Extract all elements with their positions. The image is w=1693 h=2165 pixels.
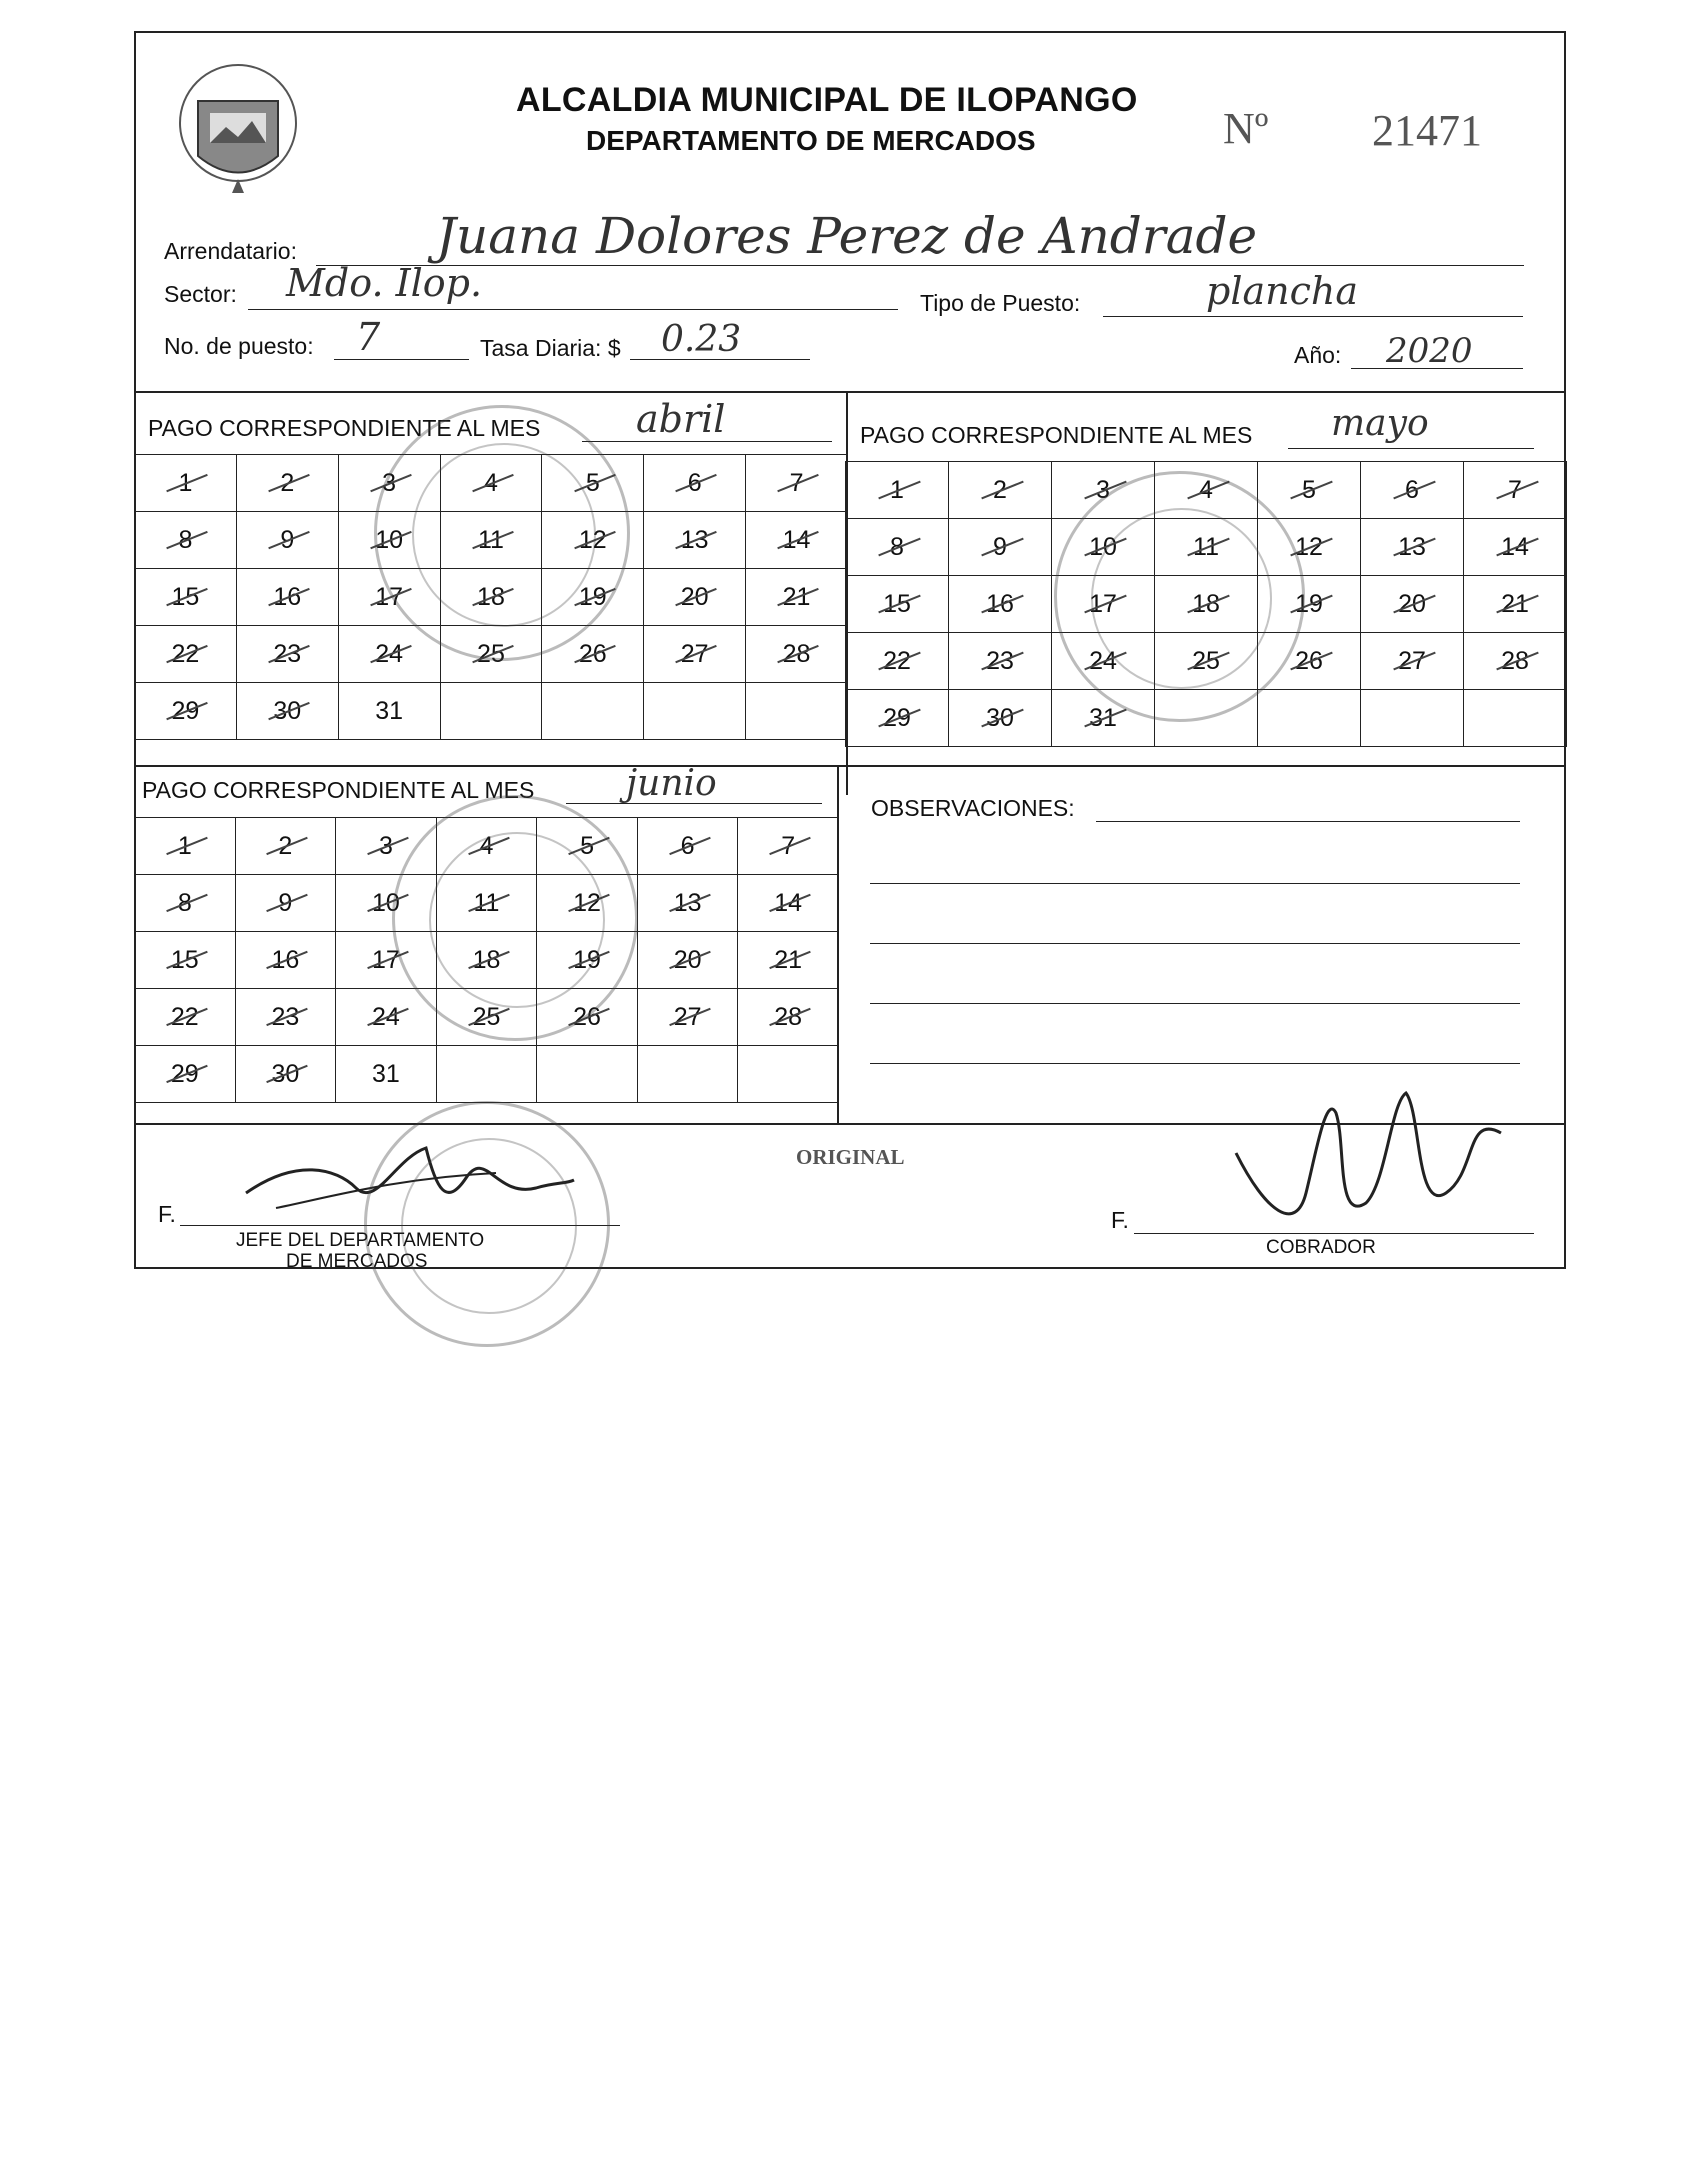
observaciones-line bbox=[870, 1003, 1520, 1004]
may-day: 6 bbox=[1361, 462, 1464, 519]
may-day-empty bbox=[1464, 690, 1567, 747]
may-day: 24 bbox=[1052, 633, 1155, 690]
june-day: 21 bbox=[738, 932, 839, 989]
jefe-f-label: F. bbox=[158, 1201, 176, 1227]
april-day: 17 bbox=[338, 569, 440, 626]
divider-top bbox=[136, 391, 1566, 393]
may-day: 22 bbox=[846, 633, 949, 690]
may-day: 30 bbox=[949, 690, 1052, 747]
anio-label: Año: bbox=[1294, 342, 1342, 368]
april-day-empty bbox=[542, 683, 644, 740]
sector-value: Mdo. Ilop. bbox=[286, 261, 483, 305]
june-header-label: PAGO CORRESPONDIENTE AL MES bbox=[142, 777, 535, 803]
april-day: 29 bbox=[135, 683, 237, 740]
jefe-title-line1: JEFE DEL DEPARTAMENTO bbox=[236, 1230, 485, 1251]
april-day: 21 bbox=[746, 569, 848, 626]
april-day: 19 bbox=[542, 569, 644, 626]
divider-june-observaciones bbox=[837, 765, 839, 1123]
number-label: Nº bbox=[1223, 104, 1269, 153]
page-title: ALCALDIA MUNICIPAL DE ILOPANGO bbox=[516, 81, 1138, 119]
june-day: 31 bbox=[336, 1046, 437, 1103]
june-day: 13 bbox=[637, 875, 738, 932]
april-day: 12 bbox=[542, 512, 644, 569]
april-day: 22 bbox=[135, 626, 237, 683]
april-days-grid bbox=[134, 454, 848, 740]
divider-lower bbox=[136, 765, 1566, 767]
tasa-label: Tasa Diaria: $ bbox=[480, 335, 621, 361]
may-month-line bbox=[1288, 448, 1534, 449]
april-day: 26 bbox=[542, 626, 644, 683]
april-day: 31 bbox=[338, 683, 440, 740]
may-day: 25 bbox=[1155, 633, 1258, 690]
may-day: 16 bbox=[949, 576, 1052, 633]
may-day: 4 bbox=[1155, 462, 1258, 519]
june-day: 19 bbox=[537, 932, 638, 989]
puesto-line bbox=[334, 359, 469, 360]
april-day: 1 bbox=[135, 455, 237, 512]
april-day: 15 bbox=[135, 569, 237, 626]
may-day: 23 bbox=[949, 633, 1052, 690]
april-day: 14 bbox=[746, 512, 848, 569]
may-day: 26 bbox=[1258, 633, 1361, 690]
observaciones-line bbox=[870, 943, 1520, 944]
april-month-line bbox=[582, 441, 832, 442]
municipal-seal-logo bbox=[176, 61, 301, 196]
june-day: 2 bbox=[235, 818, 336, 875]
june-day: 7 bbox=[738, 818, 839, 875]
observaciones-label: OBSERVACIONES: bbox=[871, 795, 1075, 821]
jefe-signature bbox=[236, 1118, 576, 1238]
arrendatario-value: Juana Dolores Perez de Andrade bbox=[436, 207, 1258, 265]
june-day-empty bbox=[738, 1046, 839, 1103]
april-day: 7 bbox=[746, 455, 848, 512]
may-day: 15 bbox=[846, 576, 949, 633]
may-day: 13 bbox=[1361, 519, 1464, 576]
april-day: 20 bbox=[644, 569, 746, 626]
may-day: 1 bbox=[846, 462, 949, 519]
may-day: 9 bbox=[949, 519, 1052, 576]
may-day: 3 bbox=[1052, 462, 1155, 519]
june-day: 23 bbox=[235, 989, 336, 1046]
may-day: 19 bbox=[1258, 576, 1361, 633]
june-day: 1 bbox=[135, 818, 236, 875]
june-day: 18 bbox=[436, 932, 537, 989]
june-day: 9 bbox=[235, 875, 336, 932]
may-day: 20 bbox=[1361, 576, 1464, 633]
april-day: 16 bbox=[236, 569, 338, 626]
april-day-empty bbox=[644, 683, 746, 740]
june-day: 20 bbox=[637, 932, 738, 989]
june-day-empty bbox=[637, 1046, 738, 1103]
arrendatario-label: Arrendatario: bbox=[164, 238, 297, 264]
april-day-empty bbox=[746, 683, 848, 740]
june-day-empty bbox=[436, 1046, 537, 1103]
market-payment-form bbox=[134, 31, 1566, 1272]
may-day: 10 bbox=[1052, 519, 1155, 576]
june-day: 15 bbox=[135, 932, 236, 989]
june-day: 25 bbox=[436, 989, 537, 1046]
june-day: 30 bbox=[235, 1046, 336, 1103]
june-days-grid bbox=[134, 817, 839, 1103]
may-day: 18 bbox=[1155, 576, 1258, 633]
may-day: 5 bbox=[1258, 462, 1361, 519]
may-month-value: mayo bbox=[1331, 403, 1429, 444]
april-day: 5 bbox=[542, 455, 644, 512]
may-day: 12 bbox=[1258, 519, 1361, 576]
observaciones-line bbox=[870, 1063, 1520, 1064]
june-day: 11 bbox=[436, 875, 537, 932]
sector-label: Sector: bbox=[164, 281, 237, 307]
june-day: 22 bbox=[135, 989, 236, 1046]
puesto-label: No. de puesto: bbox=[164, 333, 314, 359]
april-day: 8 bbox=[135, 512, 237, 569]
may-day: 11 bbox=[1155, 519, 1258, 576]
may-day: 29 bbox=[846, 690, 949, 747]
april-day: 28 bbox=[746, 626, 848, 683]
april-day: 11 bbox=[440, 512, 542, 569]
april-day: 18 bbox=[440, 569, 542, 626]
page-subtitle: DEPARTAMENTO DE MERCADOS bbox=[586, 125, 1036, 156]
may-day: 14 bbox=[1464, 519, 1567, 576]
april-day: 23 bbox=[236, 626, 338, 683]
arrendatario-line bbox=[316, 265, 1524, 266]
may-day: 7 bbox=[1464, 462, 1567, 519]
anio-value: 2020 bbox=[1386, 331, 1473, 371]
june-day: 12 bbox=[537, 875, 638, 932]
april-header-label: PAGO CORRESPONDIENTE AL MES bbox=[148, 415, 541, 441]
april-day: 24 bbox=[338, 626, 440, 683]
april-day: 3 bbox=[338, 455, 440, 512]
april-day: 9 bbox=[236, 512, 338, 569]
june-day: 6 bbox=[637, 818, 738, 875]
tipo-puesto-label: Tipo de Puesto: bbox=[920, 290, 1081, 316]
april-day: 13 bbox=[644, 512, 746, 569]
tipo-puesto-line bbox=[1103, 316, 1523, 317]
may-days-grid bbox=[845, 461, 1567, 747]
tasa-value: 0.23 bbox=[661, 319, 742, 360]
may-day-empty bbox=[1155, 690, 1258, 747]
original-label: ORIGINAL bbox=[796, 1145, 905, 1169]
april-day: 30 bbox=[236, 683, 338, 740]
may-day-empty bbox=[1361, 690, 1464, 747]
june-day: 4 bbox=[436, 818, 537, 875]
april-day: 2 bbox=[236, 455, 338, 512]
june-day: 10 bbox=[336, 875, 437, 932]
cobrador-signature bbox=[1216, 1073, 1516, 1253]
june-day: 29 bbox=[135, 1046, 236, 1103]
april-day: 10 bbox=[338, 512, 440, 569]
cobrador-f-label: F. bbox=[1111, 1207, 1129, 1233]
may-day: 21 bbox=[1464, 576, 1567, 633]
may-day: 27 bbox=[1361, 633, 1464, 690]
june-day: 5 bbox=[537, 818, 638, 875]
may-day: 17 bbox=[1052, 576, 1155, 633]
june-day-empty bbox=[537, 1046, 638, 1103]
may-header-label: PAGO CORRESPONDIENTE AL MES bbox=[860, 422, 1253, 448]
observaciones-line bbox=[1096, 821, 1520, 822]
serial-number: 21471 bbox=[1372, 106, 1482, 155]
june-day: 14 bbox=[738, 875, 839, 932]
april-day: 25 bbox=[440, 626, 542, 683]
april-day: 6 bbox=[644, 455, 746, 512]
june-day: 3 bbox=[336, 818, 437, 875]
may-day: 28 bbox=[1464, 633, 1567, 690]
april-day: 27 bbox=[644, 626, 746, 683]
june-day: 17 bbox=[336, 932, 437, 989]
june-day: 27 bbox=[637, 989, 738, 1046]
jefe-title-line2: DE MERCADOS bbox=[286, 1251, 428, 1272]
june-day: 24 bbox=[336, 989, 437, 1046]
june-day: 28 bbox=[738, 989, 839, 1046]
june-month-value: junio bbox=[626, 763, 717, 804]
may-day: 2 bbox=[949, 462, 1052, 519]
june-day: 16 bbox=[235, 932, 336, 989]
sector-line bbox=[248, 309, 898, 310]
tipo-puesto-value: plancha bbox=[1206, 269, 1359, 313]
june-day: 26 bbox=[537, 989, 638, 1046]
june-day: 8 bbox=[135, 875, 236, 932]
april-day: 4 bbox=[440, 455, 542, 512]
may-day-empty bbox=[1258, 690, 1361, 747]
may-day: 8 bbox=[846, 519, 949, 576]
april-day-empty bbox=[440, 683, 542, 740]
cobrador-title: COBRADOR bbox=[1266, 1237, 1376, 1258]
may-day: 31 bbox=[1052, 690, 1155, 747]
observaciones-line bbox=[870, 883, 1520, 884]
puesto-value: 7 bbox=[356, 315, 381, 359]
april-month-value: abril bbox=[636, 397, 726, 441]
